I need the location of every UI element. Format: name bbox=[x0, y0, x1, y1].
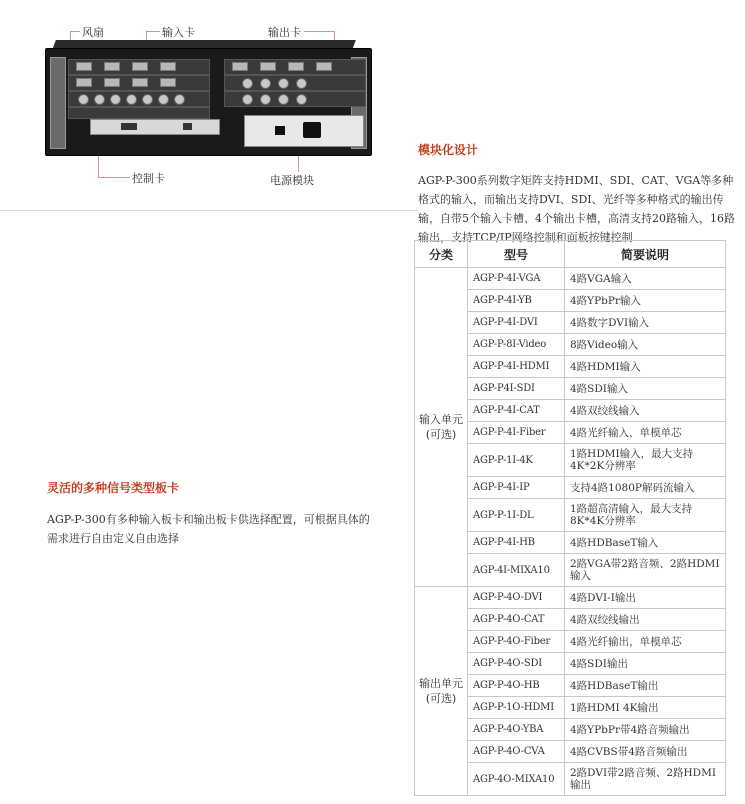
header-model: 型号 bbox=[468, 241, 565, 268]
model-cell: AGP-P-8I-Video bbox=[468, 334, 565, 356]
model-cell: AGP-P-4O-HB bbox=[468, 675, 565, 697]
model-cell: AGP-P-4I-CAT bbox=[468, 400, 565, 422]
section-divider bbox=[0, 210, 418, 211]
table-header-row bbox=[415, 241, 726, 268]
modular-design-text: AGP-P-300系列数字矩阵支持HDMI、SDI、CAT、VGA等多种格式的输入，而输出支持DVI、SDI、光纤等多种格式的输出传输，自带5个输入卡槽、4个输出卡槽，高清支持20路输入，16路输出，支持TCP/IP网络控制和面板按键控制 bbox=[418, 174, 735, 244]
model-cell: AGP-P-1O-HDMI bbox=[468, 697, 565, 719]
model-cell: AGP-P-4O-CVA bbox=[468, 741, 565, 763]
card-spec-table bbox=[414, 240, 726, 796]
dvi-port bbox=[160, 62, 176, 71]
model-cell: AGP-P-4I-IP bbox=[468, 477, 565, 499]
flexible-cards-text: AGP-P-300有多种输入板卡和输出板卡供选择配置，可根据具体的需求进行自由定义自由选择 bbox=[47, 513, 370, 545]
callout-line bbox=[146, 31, 160, 32]
bnc-out-port bbox=[260, 78, 271, 89]
vga-port bbox=[132, 78, 148, 87]
table-row bbox=[415, 587, 726, 609]
description-cell: 4路SDI输出 bbox=[565, 653, 726, 675]
model-cell: AGP-P-4I-HB bbox=[468, 532, 565, 554]
description-cell: 4路光纤输入，单模单芯 bbox=[565, 422, 726, 444]
description-cell: 4路DVI-I输出 bbox=[565, 587, 726, 609]
vga-port bbox=[76, 78, 92, 87]
dvi-out-port bbox=[260, 62, 276, 71]
model-cell: AGP-P-4I-Fiber bbox=[468, 422, 565, 444]
bnc-out-port bbox=[260, 94, 271, 105]
bnc-out-port bbox=[242, 94, 253, 105]
product-figure bbox=[40, 22, 400, 192]
bnc-port bbox=[126, 94, 137, 105]
description-cell: 4路YPbPr输入 bbox=[565, 290, 726, 312]
description-cell: 8路Video输入 bbox=[565, 334, 726, 356]
description-cell: 支持4路1080P解码流输入 bbox=[565, 477, 726, 499]
bnc-port bbox=[174, 94, 185, 105]
description-cell: 4路CVBS带4路音频输出 bbox=[565, 741, 726, 763]
flexible-cards-title: 灵活的多种信号类型板卡 bbox=[47, 481, 180, 495]
dvi-port bbox=[132, 62, 148, 71]
model-cell: AGP-P-4O-YBA bbox=[468, 719, 565, 741]
bnc-out-port bbox=[278, 78, 289, 89]
input-slot bbox=[68, 91, 210, 107]
dvi-port bbox=[104, 62, 120, 71]
ac-inlet-icon bbox=[303, 122, 321, 138]
model-cell: AGP-P-4I-YB bbox=[468, 290, 565, 312]
dvi-out-port bbox=[232, 62, 248, 71]
callout-line bbox=[304, 31, 334, 32]
network-port bbox=[183, 123, 192, 130]
model-cell: AGP-P-1I-4K bbox=[468, 444, 565, 477]
category-cell: 输出单元 (可选) bbox=[415, 587, 468, 796]
description-cell: 4路双绞线输入 bbox=[565, 400, 726, 422]
callout-line bbox=[298, 156, 299, 172]
category-cell: 输入单元 (可选) bbox=[415, 268, 468, 587]
vga-port bbox=[160, 78, 176, 87]
bnc-out-port bbox=[296, 78, 307, 89]
serial-port bbox=[121, 123, 137, 130]
input-slot bbox=[68, 107, 210, 119]
bnc-port bbox=[94, 94, 105, 105]
description-cell: 1路HDMI输入，最大支持4K*2K分辨率 bbox=[565, 444, 726, 477]
bnc-port bbox=[78, 94, 89, 105]
callout-line bbox=[70, 31, 80, 32]
description-cell: 2路VGA带2路音频、2路HDMI输入 bbox=[565, 554, 726, 587]
model-cell: AGP-P-4I-DVI bbox=[468, 312, 565, 334]
description-cell: 4路SDI输入 bbox=[565, 378, 726, 400]
description-cell: 4路光纤输出，单模单芯 bbox=[565, 631, 726, 653]
description-cell: 4路双绞线输出 bbox=[565, 609, 726, 631]
bnc-out-port bbox=[242, 78, 253, 89]
table-row bbox=[415, 268, 726, 290]
header-category: 分类 bbox=[415, 241, 468, 268]
callout-control-card: 控制卡 bbox=[132, 172, 165, 185]
bnc-port bbox=[110, 94, 121, 105]
description-cell: 4路HDBaseT输入 bbox=[565, 532, 726, 554]
description-cell: 1路HDMI 4K输出 bbox=[565, 697, 726, 719]
dvi-port bbox=[76, 62, 92, 71]
matrix-chassis bbox=[45, 48, 372, 156]
description-cell: 4路YPbPr带4路音频输出 bbox=[565, 719, 726, 741]
description-cell: 4路VGA输入 bbox=[565, 268, 726, 290]
bnc-port bbox=[142, 94, 153, 105]
callout-input-card: 输入卡 bbox=[162, 26, 195, 39]
model-cell: AGP-P-4I-VGA bbox=[468, 268, 565, 290]
vga-port bbox=[104, 78, 120, 87]
control-card bbox=[90, 119, 220, 135]
table-body bbox=[415, 268, 726, 796]
model-cell: AGP-4O-MIXA10 bbox=[468, 763, 565, 796]
description-cell: 2路DVI带2路音频、2路HDMI输出 bbox=[565, 763, 726, 796]
model-cell: AGP-P-4O-DVI bbox=[468, 587, 565, 609]
dvi-out-port bbox=[288, 62, 304, 71]
header-description: 简要说明 bbox=[565, 241, 726, 268]
bnc-out-port bbox=[296, 94, 307, 105]
model-cell: AGP-P4I-SDI bbox=[468, 378, 565, 400]
bnc-out-port bbox=[278, 94, 289, 105]
callout-line bbox=[98, 177, 130, 178]
description-cell: 4路数字DVI输入 bbox=[565, 312, 726, 334]
power-switch-icon bbox=[275, 126, 285, 135]
dvi-out-port bbox=[316, 62, 332, 71]
description-cell: 4路HDBaseT输出 bbox=[565, 675, 726, 697]
model-cell: AGP-4I-MIXA10 bbox=[468, 554, 565, 587]
bnc-port bbox=[158, 94, 169, 105]
left-handle bbox=[50, 57, 66, 149]
modular-design-title: 模块化设计 bbox=[418, 143, 479, 157]
model-cell: AGP-P-4O-Fiber bbox=[468, 631, 565, 653]
callout-power-module: 电源模块 bbox=[270, 174, 314, 187]
callout-output-card: 输出卡 bbox=[268, 26, 301, 39]
model-cell: AGP-P-4O-CAT bbox=[468, 609, 565, 631]
callout-fan: 风扇 bbox=[82, 26, 104, 39]
model-cell: AGP-P-4I-HDMI bbox=[468, 356, 565, 378]
model-cell: AGP-P-1I-DL bbox=[468, 499, 565, 532]
model-cell: AGP-P-4O-SDI bbox=[468, 653, 565, 675]
description-cell: 4路HDMI输入 bbox=[565, 356, 726, 378]
power-module bbox=[244, 115, 364, 147]
description-cell: 1路超高清输入，最大支持8K*4K分辨率 bbox=[565, 499, 726, 532]
